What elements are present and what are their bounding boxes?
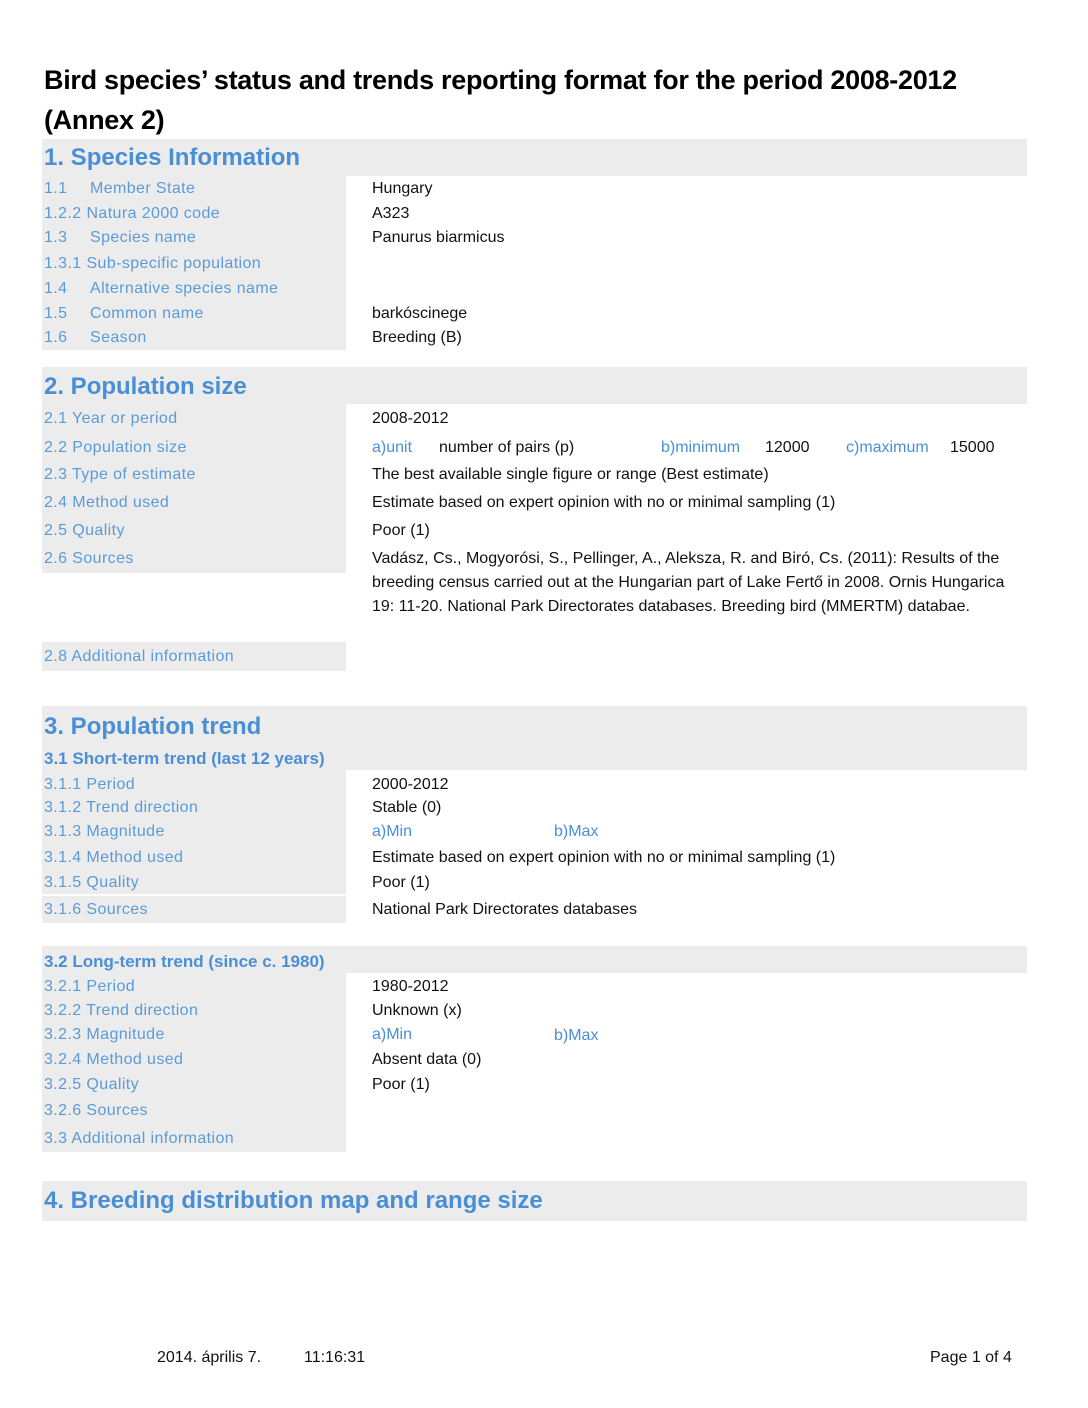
population-size-label: 2.2 Population size: [44, 439, 187, 456]
season-value: Breeding (B): [372, 329, 462, 346]
species-info-row-label: 1.1 Member State: [44, 180, 196, 197]
page-number: Page 1 of 4: [930, 1349, 1012, 1366]
maximum-value: 15000: [950, 439, 995, 456]
long-period-value: 1980-2012: [372, 978, 449, 995]
species-info-row-label: 1.3 Species name: [44, 229, 197, 246]
short-max-label: b)Max: [554, 823, 599, 840]
quality-label: 2.5 Quality: [44, 522, 125, 539]
long-sources-label: 3.2.6 Sources: [44, 1102, 148, 1119]
minimum-label: b)minimum: [661, 439, 741, 456]
unit-value: number of pairs (p): [439, 439, 575, 456]
year-period-label: 2.1 Year or period: [44, 410, 178, 427]
maximum-label: c)maximum: [846, 439, 929, 456]
species-info-row-label: 1.5 Common name: [44, 305, 204, 322]
section-4-heading: 4. Breeding distribution map and range size: [44, 1187, 543, 1214]
minimum-value: 12000: [765, 439, 810, 456]
short-min-label: a)Min: [372, 823, 413, 840]
long-quality-label: 3.2.5 Quality: [44, 1076, 140, 1093]
unit-label: a)unit: [372, 439, 413, 456]
method-used-label: 2.4 Method used: [44, 494, 170, 511]
section-3-heading: 3. Population trend: [44, 713, 262, 740]
short-direction-label: 3.1.2 Trend direction: [44, 799, 199, 816]
short-magnitude-label: 3.1.3 Magnitude: [44, 823, 165, 840]
quality-value: Poor (1): [372, 522, 430, 539]
short-term-trend-heading: 3.1 Short-term trend (last 12 years): [44, 749, 325, 768]
long-term-trend-heading: 3.2 Long-term trend (since c. 1980): [44, 952, 325, 971]
footer-time: 11:16:31: [304, 1349, 366, 1366]
long-method-label: 3.2.4 Method used: [44, 1051, 184, 1068]
species-info-row-label: 1.4 Alternative species name: [44, 280, 279, 297]
long-magnitude-label: 3.2.3 Magnitude: [44, 1026, 165, 1043]
method-used-value: Estimate based on expert opinion with no or minimal sampling (1): [372, 494, 836, 511]
short-method-label: 3.1.4 Method used: [44, 849, 184, 866]
document-title: Bird species’ status and trends reporting format for the period 2008-2012 (Annex 2): [44, 65, 957, 135]
natura-code-value: A323: [372, 205, 410, 222]
short-quality-label: 3.1.5 Quality: [44, 874, 140, 891]
short-method-value: Estimate based on expert opinion with no or minimal sampling (1): [372, 849, 836, 866]
short-period-label: 3.1.1 Period: [44, 776, 136, 793]
common-name-value: barkóscinege: [372, 305, 468, 322]
type-of-estimate-value: The best available single figure or range (Best estimate): [372, 466, 769, 483]
section-2-label-column: [42, 404, 346, 573]
section-1-heading: 1. Species Information: [44, 144, 301, 171]
long-method-value: Absent data (0): [372, 1051, 482, 1068]
species-name-value: Panurus biarmicus: [372, 229, 505, 246]
short-sources-value: National Park Directorates databases: [372, 901, 638, 918]
additional-info-label: 2.8 Additional information: [44, 648, 235, 665]
section-2-heading: 2. Population size: [44, 373, 247, 400]
long-quality-value: Poor (1): [372, 1076, 430, 1093]
species-info-row-label: 1.3.1 Sub-specific population: [44, 255, 262, 272]
long-direction-value: Unknown (x): [372, 1002, 462, 1019]
trend-additional-info-label: 3.3 Additional information: [44, 1130, 235, 1147]
year-period-value: 2008-2012: [372, 410, 449, 427]
short-period-value: 2000-2012: [372, 776, 449, 793]
species-info-row-label: 1.2.2 Natura 2000 code: [44, 205, 221, 222]
member-state-value: Hungary: [372, 180, 433, 197]
long-direction-label: 3.2.2 Trend direction: [44, 1002, 199, 1019]
long-min-label: a)Min: [372, 1026, 413, 1043]
footer-date: 2014. április 7.: [157, 1349, 262, 1366]
short-quality-value: Poor (1): [372, 874, 430, 891]
long-max-label: b)Max: [554, 1027, 599, 1044]
short-sources-label: 3.1.6 Sources: [44, 901, 148, 918]
type-of-estimate-label: 2.3 Type of estimate: [44, 466, 196, 483]
species-info-row-label: 1.6 Season: [44, 329, 147, 346]
sources-value: Vadász, Cs., Mogyorósi, S., Pellinger, A., Aleksza, R. and Biró, Cs. (2011): Results of the breeding census carried out at the Hungarian part of Lake Fertő in 2008. Ornis Hungarica 19: 11-20. National Park Directorates databases. Breeding bird (MMERTM) databae.: [372, 550, 1005, 615]
short-direction-value: Stable (0): [372, 799, 442, 816]
long-period-label: 3.2.1 Period: [44, 978, 136, 995]
sources-label: 2.6 Sources: [44, 550, 134, 567]
